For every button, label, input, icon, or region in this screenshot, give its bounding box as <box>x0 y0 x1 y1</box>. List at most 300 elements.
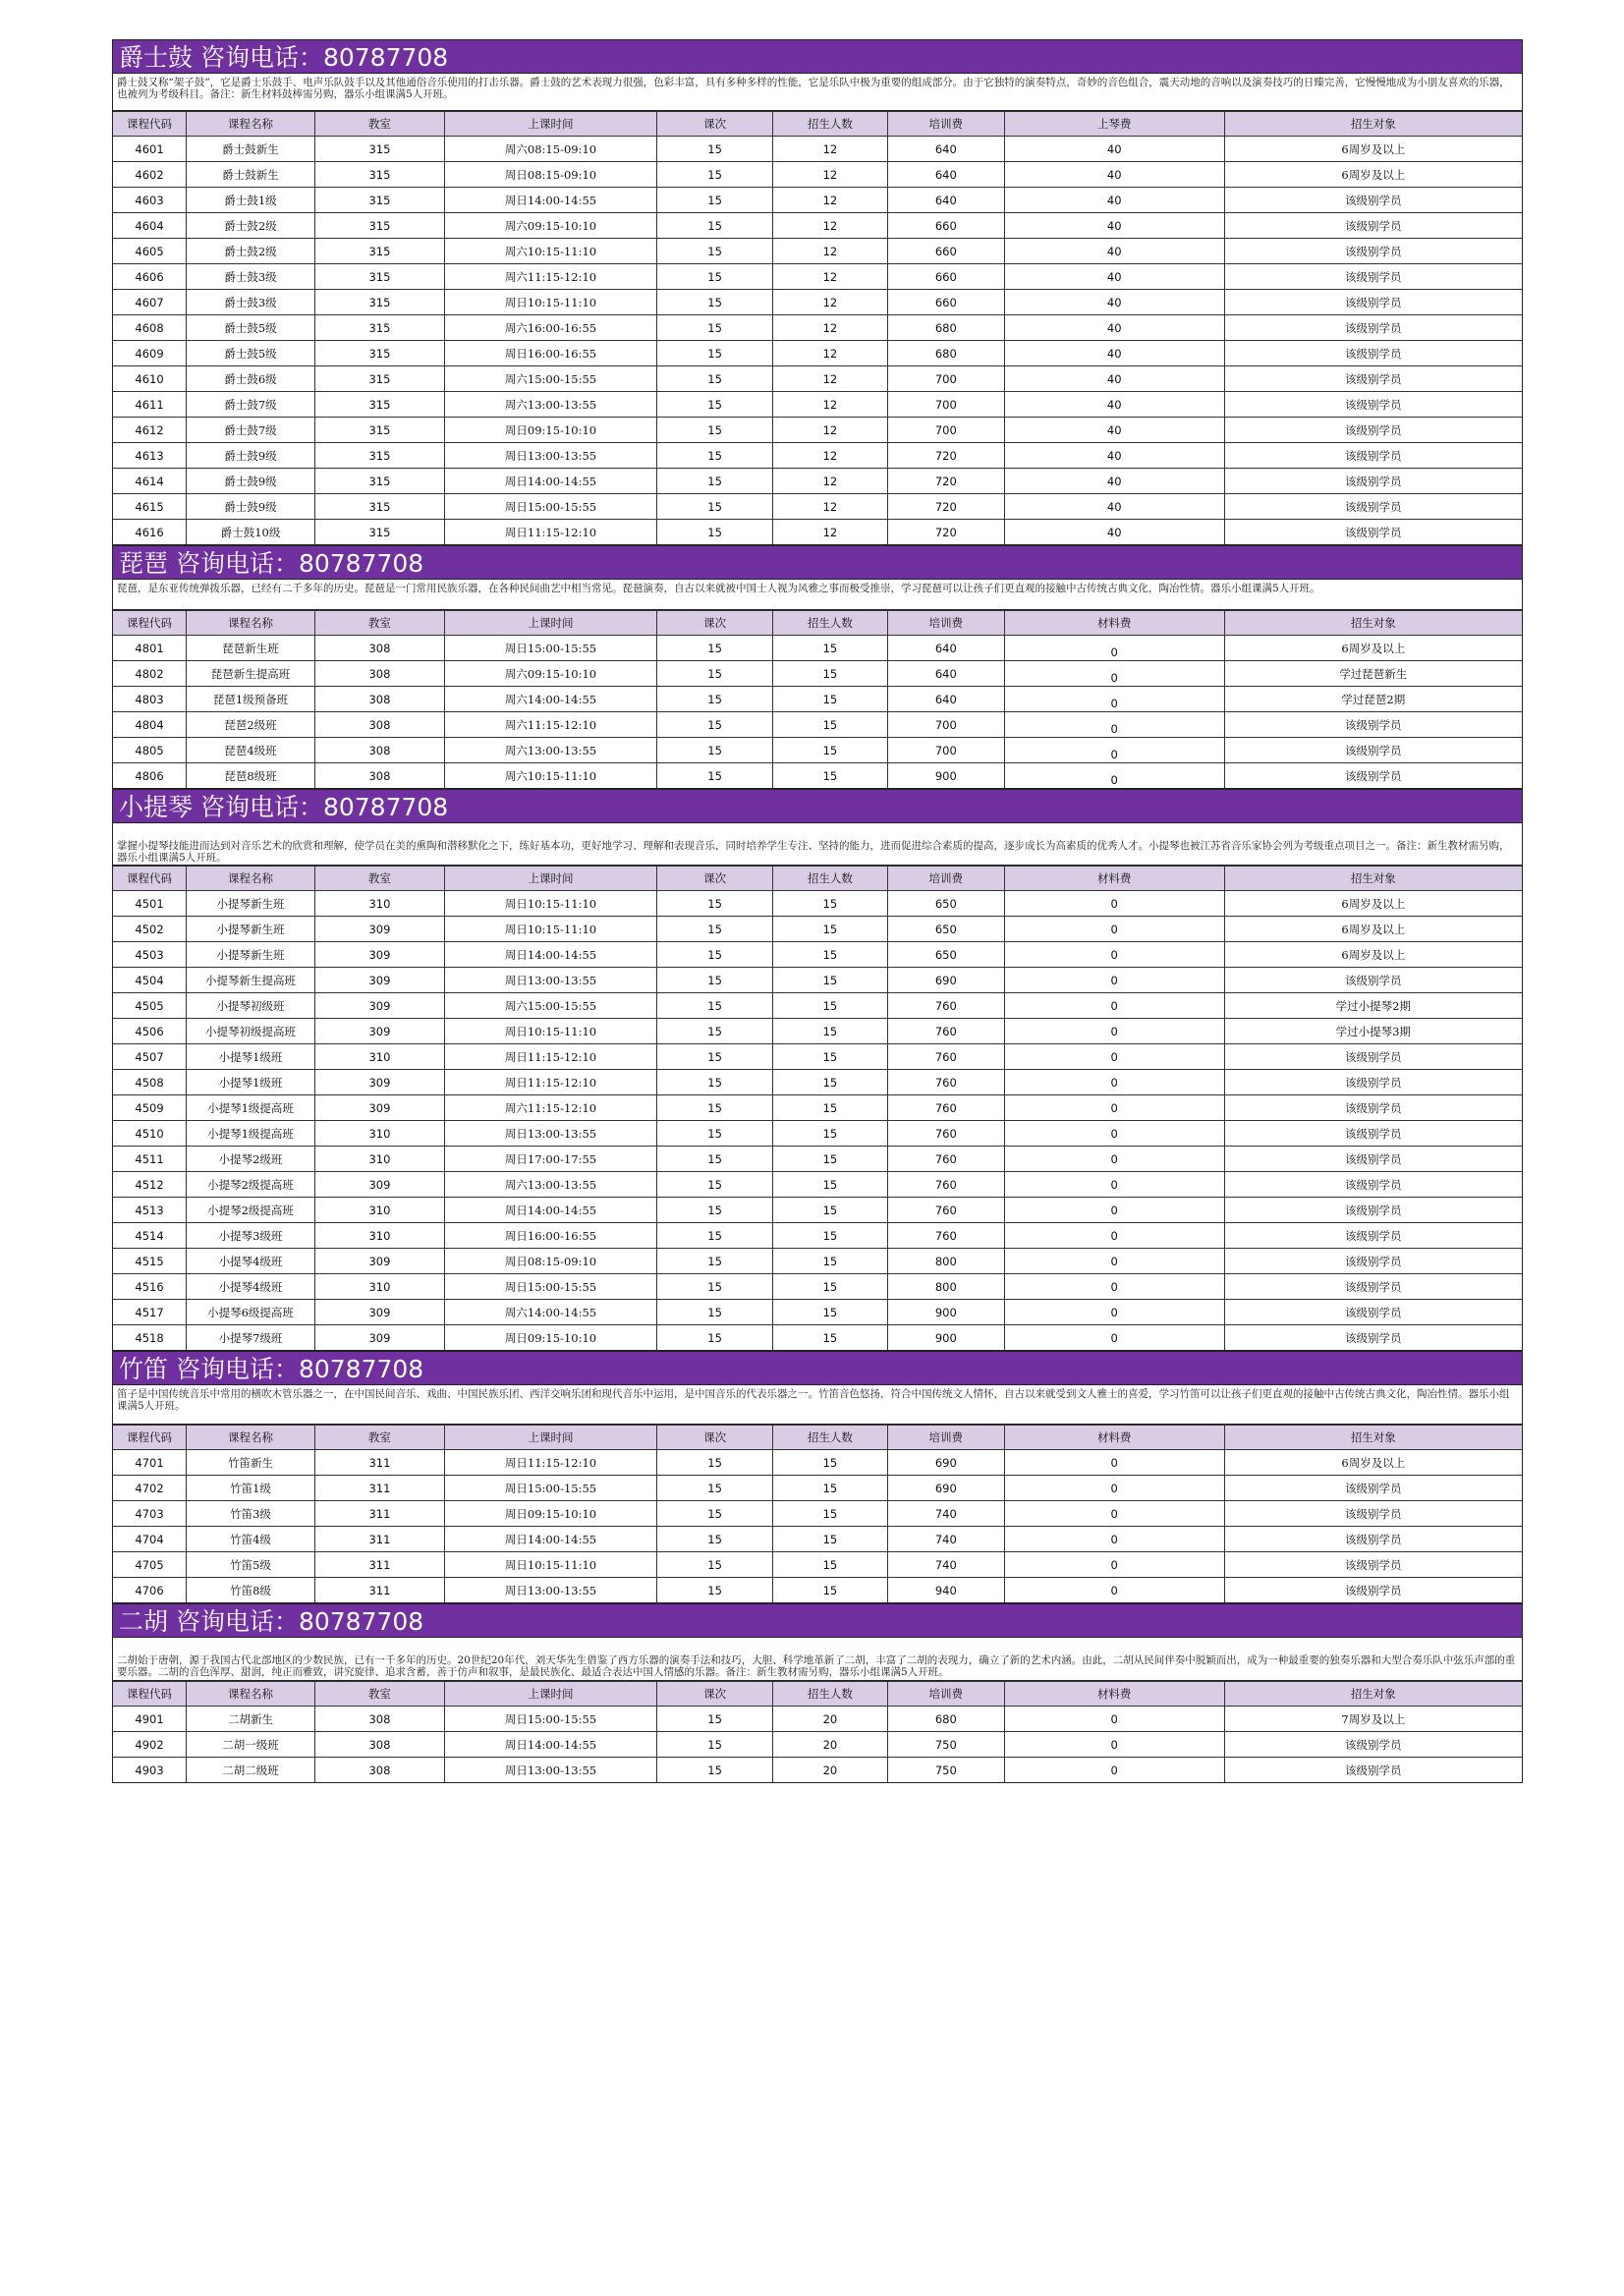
classroom: 315 <box>314 392 444 418</box>
target-students: 6周岁及以上 <box>1224 1450 1522 1476</box>
extra-fee: 0 <box>1004 1172 1224 1198</box>
enrollment-count: 15 <box>773 1476 888 1501</box>
tuition-fee: 640 <box>887 661 1004 687</box>
table-row <box>113 443 1522 469</box>
course-table <box>113 1681 1522 1783</box>
column-header: 上课时间 <box>444 611 656 636</box>
tuition-fee: 800 <box>887 1249 1004 1274</box>
column-header: 培训费 <box>887 1682 1004 1707</box>
session-count: 15 <box>657 366 773 392</box>
column-header: 课次 <box>657 1682 773 1707</box>
course-name: 小提琴新生班 <box>187 942 315 968</box>
enrollment-count: 12 <box>773 520 888 545</box>
session-count: 15 <box>657 520 773 545</box>
target-students: 该级别学员 <box>1224 290 1522 315</box>
session-count: 15 <box>657 1476 773 1501</box>
session-count: 15 <box>657 443 773 469</box>
extra-fee: 0 <box>1004 942 1224 968</box>
course-name: 小提琴4级班 <box>187 1274 315 1300</box>
course-name: 爵士鼓2级 <box>187 213 315 239</box>
tuition-fee: 900 <box>887 763 1004 789</box>
enrollment-count: 15 <box>773 891 888 917</box>
class-time: 周日08:15-09:10 <box>444 1249 656 1274</box>
session-count: 15 <box>657 1147 773 1172</box>
course-code: 4509 <box>113 1095 187 1121</box>
classroom: 308 <box>314 687 444 712</box>
extra-fee: 0 <box>1004 1501 1224 1527</box>
target-students: 该级别学员 <box>1224 1274 1522 1300</box>
session-count: 15 <box>657 264 773 290</box>
enrollment-count: 12 <box>773 418 888 443</box>
target-students: 该级别学员 <box>1224 1147 1522 1172</box>
table-header-row <box>113 1682 1522 1707</box>
extra-fee: 0 <box>1004 1476 1224 1501</box>
classroom: 315 <box>314 315 444 341</box>
enrollment-count: 15 <box>773 917 888 942</box>
enrollment-count: 15 <box>773 738 888 763</box>
column-header: 课程代码 <box>113 867 187 891</box>
course-name: 小提琴初级提高班 <box>187 1019 315 1044</box>
extra-fee: 0 <box>1004 1578 1224 1603</box>
enrollment-count: 15 <box>773 636 888 661</box>
course-name: 爵士鼓9级 <box>187 494 315 520</box>
tuition-fee: 660 <box>887 239 1004 264</box>
classroom: 309 <box>314 1300 444 1325</box>
course-section <box>112 545 1523 789</box>
session-count: 15 <box>657 661 773 687</box>
target-students: 该级别学员 <box>1224 738 1522 763</box>
extra-fee: 0 <box>1004 712 1224 738</box>
course-name: 小提琴新生提高班 <box>187 968 315 993</box>
class-time: 周六14:00-14:55 <box>444 1300 656 1325</box>
class-time: 周日09:15-10:10 <box>444 418 656 443</box>
target-students: 该级别学员 <box>1224 1300 1522 1325</box>
column-header: 上课时间 <box>444 1426 656 1450</box>
extra-fee: 0 <box>1004 738 1224 763</box>
section-description: 琵琶，是东亚传统弹拨乐器，已经有二千多年的历史。琵琶是一门常用民族乐器，在各种民间曲艺中相当常见。琵琶演奏，自古以来就被中国士人视为风雅之事而极受推崇，学习琵琶可以让孩子们更直观的接触中古传统古典文化，陶冶性情。器乐小组课满5人开班。 <box>113 580 1522 610</box>
course-name: 小提琴1级班 <box>187 1044 315 1070</box>
table-header-row <box>113 112 1522 137</box>
course-table <box>113 610 1522 789</box>
course-code: 4517 <box>113 1300 187 1325</box>
enrollment-count: 15 <box>773 1070 888 1095</box>
course-name: 二胡新生 <box>187 1707 315 1732</box>
course-name: 爵士鼓6级 <box>187 366 315 392</box>
table-row <box>113 392 1522 418</box>
session-count: 15 <box>657 891 773 917</box>
classroom: 309 <box>314 917 444 942</box>
course-code: 4901 <box>113 1707 187 1732</box>
enrollment-count: 15 <box>773 1578 888 1603</box>
enrollment-count: 12 <box>773 469 888 494</box>
course-code: 4510 <box>113 1121 187 1147</box>
classroom: 309 <box>314 1172 444 1198</box>
session-count: 15 <box>657 1019 773 1044</box>
session-count: 15 <box>657 1300 773 1325</box>
course-code: 4516 <box>113 1274 187 1300</box>
tuition-fee: 900 <box>887 1325 1004 1351</box>
tuition-fee: 720 <box>887 494 1004 520</box>
class-time: 周日14:00-14:55 <box>444 1527 656 1552</box>
course-name: 二胡一级班 <box>187 1732 315 1758</box>
session-count: 15 <box>657 993 773 1019</box>
column-header: 招生人数 <box>773 112 888 137</box>
section-header: 琵琶 咨询电话：80787708 <box>113 545 1522 580</box>
course-code: 4504 <box>113 968 187 993</box>
course-name: 琵琶1级预备班 <box>187 687 315 712</box>
class-time: 周日09:15-10:10 <box>444 1501 656 1527</box>
target-students: 该级别学员 <box>1224 712 1522 738</box>
course-name: 琵琶新生提高班 <box>187 661 315 687</box>
course-name: 竹笛1级 <box>187 1476 315 1501</box>
extra-fee: 40 <box>1004 469 1224 494</box>
target-students: 该级别学员 <box>1224 1121 1522 1147</box>
section-description: 爵士鼓又称“架子鼓”，它是爵士乐鼓手、电声乐队鼓手以及其他通俗音乐使用的打击乐器。爵士鼓的艺术表现力很强，色彩丰富，具有多种多样的性能，它是乐队中极为重要的组成部分。由于它独特的演奏特点，奇妙的音色组合，震天动地的音响以及演奏技巧的日臻完善，它慢慢地成为小朋友喜欢的乐器，也被列为考级科目。备注：新生材料鼓棒需另购，器乐小组课满5人开班。 <box>113 74 1522 111</box>
column-header: 上课时间 <box>444 1682 656 1707</box>
course-name: 爵士鼓7级 <box>187 392 315 418</box>
table-row <box>113 1198 1522 1223</box>
target-students: 该级别学员 <box>1224 1552 1522 1578</box>
course-name: 竹笛新生 <box>187 1450 315 1476</box>
classroom: 311 <box>314 1578 444 1603</box>
classroom: 311 <box>314 1501 444 1527</box>
table-row <box>113 469 1522 494</box>
tuition-fee: 700 <box>887 366 1004 392</box>
session-count: 15 <box>657 1070 773 1095</box>
course-code: 4605 <box>113 239 187 264</box>
course-code: 4701 <box>113 1450 187 1476</box>
class-time: 周日11:15-12:10 <box>444 1070 656 1095</box>
course-name: 琵琶4级班 <box>187 738 315 763</box>
table-row <box>113 712 1522 738</box>
table-row <box>113 1707 1522 1732</box>
extra-fee: 40 <box>1004 494 1224 520</box>
course-section <box>112 1603 1523 1783</box>
enrollment-count: 20 <box>773 1707 888 1732</box>
column-header: 课程名称 <box>187 112 315 137</box>
table-row <box>113 968 1522 993</box>
extra-fee: 40 <box>1004 366 1224 392</box>
column-header: 招生人数 <box>773 611 888 636</box>
extra-fee: 0 <box>1004 917 1224 942</box>
tuition-fee: 750 <box>887 1758 1004 1783</box>
classroom: 315 <box>314 213 444 239</box>
session-count: 15 <box>657 1095 773 1121</box>
extra-fee: 0 <box>1004 1198 1224 1223</box>
session-count: 15 <box>657 1325 773 1351</box>
class-time: 周六16:00-16:55 <box>444 315 656 341</box>
target-students: 该级别学员 <box>1224 494 1522 520</box>
classroom: 315 <box>314 341 444 366</box>
session-count: 15 <box>657 1501 773 1527</box>
class-time: 周六15:00-15:55 <box>444 993 656 1019</box>
column-header: 上课时间 <box>444 867 656 891</box>
course-code: 4601 <box>113 137 187 162</box>
course-name: 爵士鼓新生 <box>187 137 315 162</box>
extra-fee: 0 <box>1004 1070 1224 1095</box>
extra-fee: 40 <box>1004 137 1224 162</box>
class-time: 周日15:00-15:55 <box>444 1274 656 1300</box>
course-code: 4502 <box>113 917 187 942</box>
extra-fee: 0 <box>1004 1223 1224 1249</box>
column-header: 招生人数 <box>773 1426 888 1450</box>
column-header: 上课时间 <box>444 112 656 137</box>
class-time: 周日13:00-13:55 <box>444 1578 656 1603</box>
classroom: 309 <box>314 942 444 968</box>
class-time: 周日08:15-09:10 <box>444 162 656 188</box>
course-name: 爵士鼓5级 <box>187 315 315 341</box>
target-students: 该级别学员 <box>1224 968 1522 993</box>
column-header: 教室 <box>314 112 444 137</box>
course-section <box>112 789 1523 1351</box>
class-time: 周日13:00-13:55 <box>444 968 656 993</box>
table-row <box>113 137 1522 162</box>
extra-fee: 40 <box>1004 162 1224 188</box>
extra-fee: 40 <box>1004 315 1224 341</box>
course-name: 竹笛4级 <box>187 1527 315 1552</box>
classroom: 308 <box>314 1707 444 1732</box>
enrollment-count: 12 <box>773 443 888 469</box>
classroom: 311 <box>314 1450 444 1476</box>
course-name: 小提琴1级班 <box>187 1070 315 1095</box>
extra-fee: 0 <box>1004 1121 1224 1147</box>
class-time: 周六11:15-12:10 <box>444 264 656 290</box>
section-header: 小提琴 咨询电话：80787708 <box>113 789 1522 823</box>
class-time: 周六09:15-10:10 <box>444 661 656 687</box>
class-time: 周六13:00-13:55 <box>444 738 656 763</box>
tuition-fee: 760 <box>887 993 1004 1019</box>
class-time: 周六14:00-14:55 <box>444 687 656 712</box>
column-header: 教室 <box>314 867 444 891</box>
tuition-fee: 640 <box>887 636 1004 661</box>
column-header: 课程名称 <box>187 867 315 891</box>
section-header: 二胡 咨询电话：80787708 <box>113 1603 1522 1638</box>
column-header: 课次 <box>657 112 773 137</box>
enrollment-count: 12 <box>773 366 888 392</box>
session-count: 15 <box>657 315 773 341</box>
session-count: 15 <box>657 392 773 418</box>
table-row <box>113 1070 1522 1095</box>
column-header: 教室 <box>314 611 444 636</box>
class-time: 周日11:15-12:10 <box>444 1450 656 1476</box>
classroom: 311 <box>314 1476 444 1501</box>
target-students: 学过琵琶新生 <box>1224 661 1522 687</box>
column-header: 教室 <box>314 1426 444 1450</box>
target-students: 该级别学员 <box>1224 1758 1522 1783</box>
course-name: 小提琴2级提高班 <box>187 1198 315 1223</box>
enrollment-count: 20 <box>773 1732 888 1758</box>
table-row <box>113 1095 1522 1121</box>
tuition-fee: 680 <box>887 315 1004 341</box>
course-code: 4702 <box>113 1476 187 1501</box>
classroom: 308 <box>314 1758 444 1783</box>
tuition-fee: 940 <box>887 1578 1004 1603</box>
column-header: 课程名称 <box>187 611 315 636</box>
classroom: 315 <box>314 366 444 392</box>
extra-fee: 0 <box>1004 1147 1224 1172</box>
column-header: 课次 <box>657 1426 773 1450</box>
tuition-fee: 640 <box>887 188 1004 213</box>
course-code: 4803 <box>113 687 187 712</box>
classroom: 309 <box>314 968 444 993</box>
class-time: 周日16:00-16:55 <box>444 341 656 366</box>
tuition-fee: 650 <box>887 917 1004 942</box>
course-name: 小提琴3级班 <box>187 1223 315 1249</box>
target-students: 该级别学员 <box>1224 1070 1522 1095</box>
target-students: 该级别学员 <box>1224 1527 1522 1552</box>
session-count: 15 <box>657 1044 773 1070</box>
course-code: 4503 <box>113 942 187 968</box>
class-time: 周日10:15-11:10 <box>444 1019 656 1044</box>
session-count: 15 <box>657 290 773 315</box>
session-count: 15 <box>657 213 773 239</box>
session-count: 15 <box>657 1527 773 1552</box>
enrollment-count: 15 <box>773 1223 888 1249</box>
extra-fee: 40 <box>1004 239 1224 264</box>
session-count: 15 <box>657 917 773 942</box>
extra-fee: 40 <box>1004 188 1224 213</box>
enrollment-count: 15 <box>773 1527 888 1552</box>
tuition-fee: 750 <box>887 1732 1004 1758</box>
extra-fee: 0 <box>1004 1325 1224 1351</box>
extra-fee: 0 <box>1004 1758 1224 1783</box>
table-row <box>113 1450 1522 1476</box>
target-students: 6周岁及以上 <box>1224 137 1522 162</box>
classroom: 308 <box>314 712 444 738</box>
table-row <box>113 1044 1522 1070</box>
session-count: 15 <box>657 341 773 366</box>
classroom: 315 <box>314 418 444 443</box>
extra-fee: 0 <box>1004 1044 1224 1070</box>
course-code: 4506 <box>113 1019 187 1044</box>
course-code: 4602 <box>113 162 187 188</box>
tuition-fee: 720 <box>887 520 1004 545</box>
extra-fee: 40 <box>1004 213 1224 239</box>
class-time: 周日09:15-10:10 <box>444 1325 656 1351</box>
extra-fee: 0 <box>1004 1274 1224 1300</box>
session-count: 15 <box>657 1274 773 1300</box>
enrollment-count: 15 <box>773 1095 888 1121</box>
extra-fee: 40 <box>1004 392 1224 418</box>
enrollment-count: 15 <box>773 968 888 993</box>
class-time: 周日13:00-13:55 <box>444 1758 656 1783</box>
extra-fee: 0 <box>1004 1707 1224 1732</box>
course-name: 爵士鼓5级 <box>187 341 315 366</box>
table-row <box>113 290 1522 315</box>
classroom: 310 <box>314 1147 444 1172</box>
class-time: 周日11:15-12:10 <box>444 520 656 545</box>
column-header: 培训费 <box>887 867 1004 891</box>
course-section <box>112 39 1523 545</box>
tuition-fee: 660 <box>887 290 1004 315</box>
extra-fee: 0 <box>1004 1019 1224 1044</box>
target-students: 该级别学员 <box>1224 264 1522 290</box>
classroom: 309 <box>314 993 444 1019</box>
table-header-row <box>113 867 1522 891</box>
classroom: 315 <box>314 469 444 494</box>
tuition-fee: 700 <box>887 392 1004 418</box>
course-code: 4804 <box>113 712 187 738</box>
class-time: 周六08:15-09:10 <box>444 137 656 162</box>
session-count: 15 <box>657 763 773 789</box>
enrollment-count: 12 <box>773 290 888 315</box>
course-name: 竹笛8级 <box>187 1578 315 1603</box>
session-count: 15 <box>657 162 773 188</box>
classroom: 310 <box>314 1274 444 1300</box>
column-header: 课次 <box>657 867 773 891</box>
classroom: 310 <box>314 1121 444 1147</box>
tuition-fee: 680 <box>887 1707 1004 1732</box>
class-time: 周六09:15-10:10 <box>444 213 656 239</box>
classroom: 308 <box>314 738 444 763</box>
course-code: 4603 <box>113 188 187 213</box>
column-header: 课程代码 <box>113 1682 187 1707</box>
column-header-target: 招生对象 <box>1224 1682 1522 1707</box>
course-name: 小提琴1级提高班 <box>187 1095 315 1121</box>
enrollment-count: 15 <box>773 1274 888 1300</box>
table-row <box>113 1732 1522 1758</box>
enrollment-count: 15 <box>773 1121 888 1147</box>
target-students: 该级别学员 <box>1224 443 1522 469</box>
target-students: 学过小提琴3期 <box>1224 1019 1522 1044</box>
tuition-fee: 690 <box>887 968 1004 993</box>
session-count: 15 <box>657 1758 773 1783</box>
tuition-fee: 690 <box>887 1476 1004 1501</box>
extra-fee: 40 <box>1004 290 1224 315</box>
course-code: 4806 <box>113 763 187 789</box>
course-name: 爵士鼓9级 <box>187 469 315 494</box>
extra-fee: 0 <box>1004 1249 1224 1274</box>
tuition-fee: 640 <box>887 137 1004 162</box>
table-row <box>113 366 1522 392</box>
session-count: 15 <box>657 636 773 661</box>
session-count: 15 <box>657 1249 773 1274</box>
classroom: 310 <box>314 1223 444 1249</box>
enrollment-count: 15 <box>773 1198 888 1223</box>
course-code: 4613 <box>113 443 187 469</box>
target-students: 6周岁及以上 <box>1224 917 1522 942</box>
table-row <box>113 891 1522 917</box>
table-row <box>113 1476 1522 1501</box>
classroom: 311 <box>314 1552 444 1578</box>
extra-fee: 0 <box>1004 1732 1224 1758</box>
class-time: 周六13:00-13:55 <box>444 1172 656 1198</box>
course-code: 4802 <box>113 661 187 687</box>
extra-fee: 0 <box>1004 1527 1224 1552</box>
enrollment-count: 12 <box>773 188 888 213</box>
enrollment-count: 12 <box>773 494 888 520</box>
target-students: 该级别学员 <box>1224 1325 1522 1351</box>
tuition-fee: 760 <box>887 1095 1004 1121</box>
classroom: 309 <box>314 1095 444 1121</box>
table-row <box>113 213 1522 239</box>
course-code: 4513 <box>113 1198 187 1223</box>
tuition-fee: 700 <box>887 418 1004 443</box>
course-name: 小提琴2级提高班 <box>187 1172 315 1198</box>
enrollment-count: 12 <box>773 315 888 341</box>
course-name: 竹笛3级 <box>187 1501 315 1527</box>
tuition-fee: 700 <box>887 738 1004 763</box>
section-header: 竹笛 咨询电话：80787708 <box>113 1351 1522 1385</box>
course-code: 4511 <box>113 1147 187 1172</box>
table-row <box>113 1325 1522 1351</box>
course-code: 4610 <box>113 366 187 392</box>
class-time: 周日10:15-11:10 <box>444 891 656 917</box>
course-table <box>113 1425 1522 1603</box>
class-time: 周日15:00-15:55 <box>444 1707 656 1732</box>
class-time: 周日13:00-13:55 <box>444 443 656 469</box>
classroom: 308 <box>314 1732 444 1758</box>
